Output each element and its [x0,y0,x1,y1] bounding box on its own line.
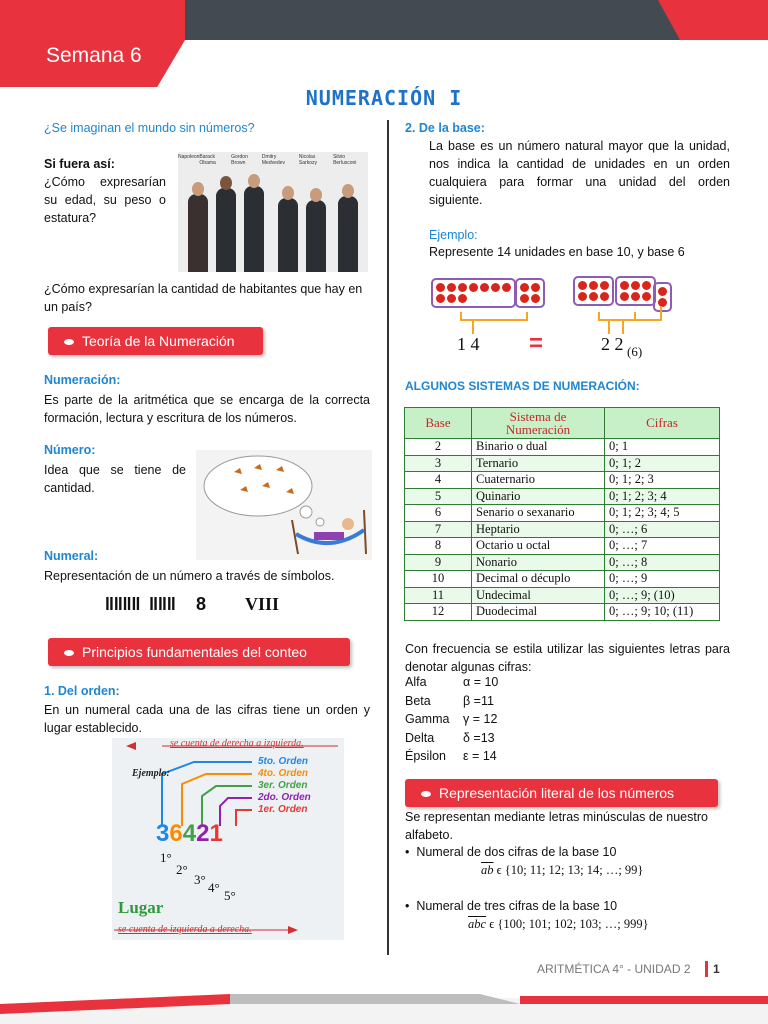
base-cell: 10 [405,571,472,588]
numeral-text: Representación de un número a través de símbolos. [44,569,335,583]
table-row [405,455,720,472]
system-cell: Ternario [472,455,605,472]
page-number: 1 [713,962,720,976]
digit: 2 [196,820,210,847]
numeracion-label: Numeración: [44,373,121,387]
base-subscript: (6) [627,344,643,359]
system-cell: Heptario [472,521,605,538]
three-digit-variable: $\overline{abc}$ [468,917,487,931]
digit: 6 [169,820,183,847]
head [220,176,232,190]
dreaming-person-image [196,450,372,560]
place-3: 3° [194,872,206,887]
two-digit-label: Numeral de dos cifras de la base 10 [416,845,617,859]
equals-sign: = [529,330,544,357]
head [310,188,322,202]
figure-sarkozy [306,200,326,272]
table-row [405,521,720,538]
table-row [405,439,720,456]
digit: 4 [182,820,197,847]
leaders-names [178,154,368,166]
system-cell: Senario o sexanario [472,505,605,522]
head [282,186,294,200]
figure-obama [216,188,236,272]
leaders-height-image [178,152,368,272]
footer-separator [705,961,708,977]
lugar-label: Lugar [118,898,164,917]
principles-pill-label: Principios fundamentales del conteo [82,644,307,660]
base-cell: 3 [405,455,472,472]
roman-numeral: VIII [245,594,280,614]
population-question: ¿Cómo expresarían la cantidad de habitantes que hay en un país? [44,282,363,314]
order-4: 4to. Orden [258,768,309,779]
week-label: Semana 6 [46,44,142,67]
numeral-label: Numeral: [44,549,99,563]
digits-cell: 0; …; 6 [605,521,720,538]
table-row [405,505,720,522]
place-1: 1° [160,850,172,865]
letter-value: ε = 14 [463,749,497,763]
letter-value: β =11 [463,693,494,708]
letter-name: Delta [405,730,435,745]
footer-decoration [0,990,768,1024]
letter-digit-row [405,749,605,768]
figure-napoleon [188,194,208,272]
system-cell: Cuaternario [472,472,605,489]
literal-pill-label: Representación literal de los números [439,785,675,801]
left-to-right-note: se cuenta de izquierda a derecha. [118,924,252,935]
footer-course: ARITMÉTICA 4° - UNIDAD 2 [537,962,691,976]
letter-name: Beta [405,693,431,708]
letter-digit-row [405,731,605,750]
if-so-label: Si fuera así: [44,157,115,171]
example-text: Represente 14 unidades en base 10, y base 6 [429,245,685,259]
digits-cell: 0; …; 9; 10; (11) [605,604,720,621]
letter-digit-row [405,712,605,731]
order-1: 1er. Orden [258,804,308,815]
letter-digit-row [405,694,605,713]
system-cell: Decimal o décuplo [472,571,605,588]
base-text: La base es un número natural mayor que la unidad, nos indica la cantidad de unidades en un orden cualquiera para formar una unidad del orden siguiente. [429,139,730,207]
example-label-right: Ejemplo: [429,228,478,242]
digits-cell: 0; …; 8 [605,554,720,571]
system-cell: Nonario [472,554,605,571]
orden-text: En un numeral cada una de las cifras tiene un orden y lugar establecido. [44,703,370,735]
figure-brown [244,186,264,272]
leader-name: Nicolas Sarkozy [298,154,317,166]
apples-base-example [429,272,673,364]
base-cell: 6 [405,505,472,522]
order-2: 2do. Orden [258,792,311,803]
letter-value: δ =13 [463,730,495,745]
system-cell: Undecimal [472,587,605,604]
leader-name: Napoleon [178,154,200,160]
head [342,184,354,198]
literal-section-pill [405,779,718,807]
numero-label: Número: [44,443,96,457]
literal-text: Se representan mediante letras minúsculas de nuestro alfabeto. [405,810,708,842]
leader-name: Silvio Berlusconi [333,154,357,166]
place-5: 5° [224,888,236,903]
figure-berlusconi [338,196,358,272]
letter-digits-list [405,675,605,768]
letter-name: Épsilon [405,749,446,763]
table-row [405,488,720,505]
letter-value: γ = 12 [463,712,498,726]
two-digit-bullet: • Numeral de dos cifras de la base 10 [405,845,617,859]
example-number [156,820,223,848]
numero-text: Idea que se tiene de cantidad. [44,463,186,495]
digits-cell: 0; 1 [605,439,720,456]
base-cell: 5 [405,488,472,505]
table-row [405,571,720,588]
base-cell: 2 [405,439,472,456]
page-title: NUMERACIÓN I [305,86,463,110]
two-digit-range: ϵ {10; 11; 12; 13; 14; …; 99} [493,863,644,877]
head [192,182,204,196]
digits-cell: 0; 1; 2; 3 [605,472,720,489]
numeral-examples [100,592,300,620]
base-cell: 12 [405,604,472,621]
two-digit-set [481,861,643,879]
base-cell: 7 [405,521,472,538]
principles-section-pill [48,638,350,666]
column-divider [387,120,389,955]
table-row [405,604,720,621]
apples-value-base10: 1 4 [457,334,480,354]
digit: 1 [209,820,223,847]
base-cell: 4 [405,472,472,489]
place-4: 4° [208,880,220,895]
letter-digit-row [405,675,605,694]
system-cell: Duodecimal [472,604,605,621]
digits-cell: 0; 1; 2 [605,455,720,472]
three-digit-bullet: • Numeral de tres cifras de la base 10 [405,899,618,913]
three-digit-range: ϵ {100; 101; 102; 103; …; 999} [486,917,649,931]
system-cell: Binario o dual [472,439,605,456]
digit: 3 [156,820,170,847]
intro-question: ¿Se imaginan el mundo sin números? [44,121,255,135]
order-place-diagram [112,738,344,940]
digits-cell: 0; …; 7 [605,538,720,555]
table-row [405,472,720,489]
place-2: 2° [176,862,188,877]
order-3: 3er. Orden [258,780,308,791]
letters-intro: Con frecuencia se estila utilizar las siguientes letras para denotar algunas cifras: [405,642,730,674]
digits-cell: 0; …; 9 [605,571,720,588]
two-digit-variable: $\overline{ab}$ [481,863,494,877]
digits-cell: 0; 1; 2; 3; 4 [605,488,720,505]
theory-pill-label: Teoría de la Numeración [82,333,235,349]
three-digit-set [468,915,649,933]
apples-value-base6: 2 2 [601,334,624,354]
order-5: 5to. Orden [258,756,309,767]
base-label: 2. De la base: [405,121,485,135]
leader-name: Barack Obama [199,154,216,166]
leader-name: Gordon Brown [231,154,248,166]
letter-name: Gamma [405,712,450,726]
column-header: Sistema de Numeración [472,408,605,439]
digits-cell: 0; …; 9; (10) [605,587,720,604]
age-question: ¿Cómo expresarían su edad, su peso o estatura? [44,175,166,225]
base-cell: 11 [405,587,472,604]
orden-label: 1. Del orden: [44,684,120,698]
table-row [405,554,720,571]
numeracion-text: Es parte de la aritmética que se encarga de la correcta formación, lectura y escritura de los números. [44,393,370,425]
leader-name: Dmitry Medvedev [261,154,285,166]
example-label: Ejemplo: [132,768,170,779]
column-header: Cifras [605,408,720,439]
dream-illustration [196,450,372,560]
table-row [405,538,720,555]
theory-section-pill [48,327,263,355]
tally-marks: ǁǁǁǁ ǁǁǁ [104,594,175,615]
head [248,174,260,188]
column-header: Base [405,408,472,439]
arabic-numeral: 8 [196,594,207,614]
system-cell: Octario u octal [472,538,605,555]
digits-cell: 0; 1; 2; 3; 4; 5 [605,505,720,522]
systems-title: ALGUNOS SISTEMAS DE NUMERACIÓN: [405,379,640,393]
three-digit-label: Numeral de tres cifras de la base 10 [416,899,618,913]
system-cell: Quinario [472,488,605,505]
letter-value: α = 10 [463,675,499,689]
table-row [405,587,720,604]
base-cell: 8 [405,538,472,555]
figure-medvedev [278,198,298,272]
letter-name: Alfa [405,675,427,689]
right-to-left-note: se cuenta de derecha a izquierda. [170,738,304,749]
base-cell: 9 [405,554,472,571]
numeration-systems-table [404,407,720,621]
